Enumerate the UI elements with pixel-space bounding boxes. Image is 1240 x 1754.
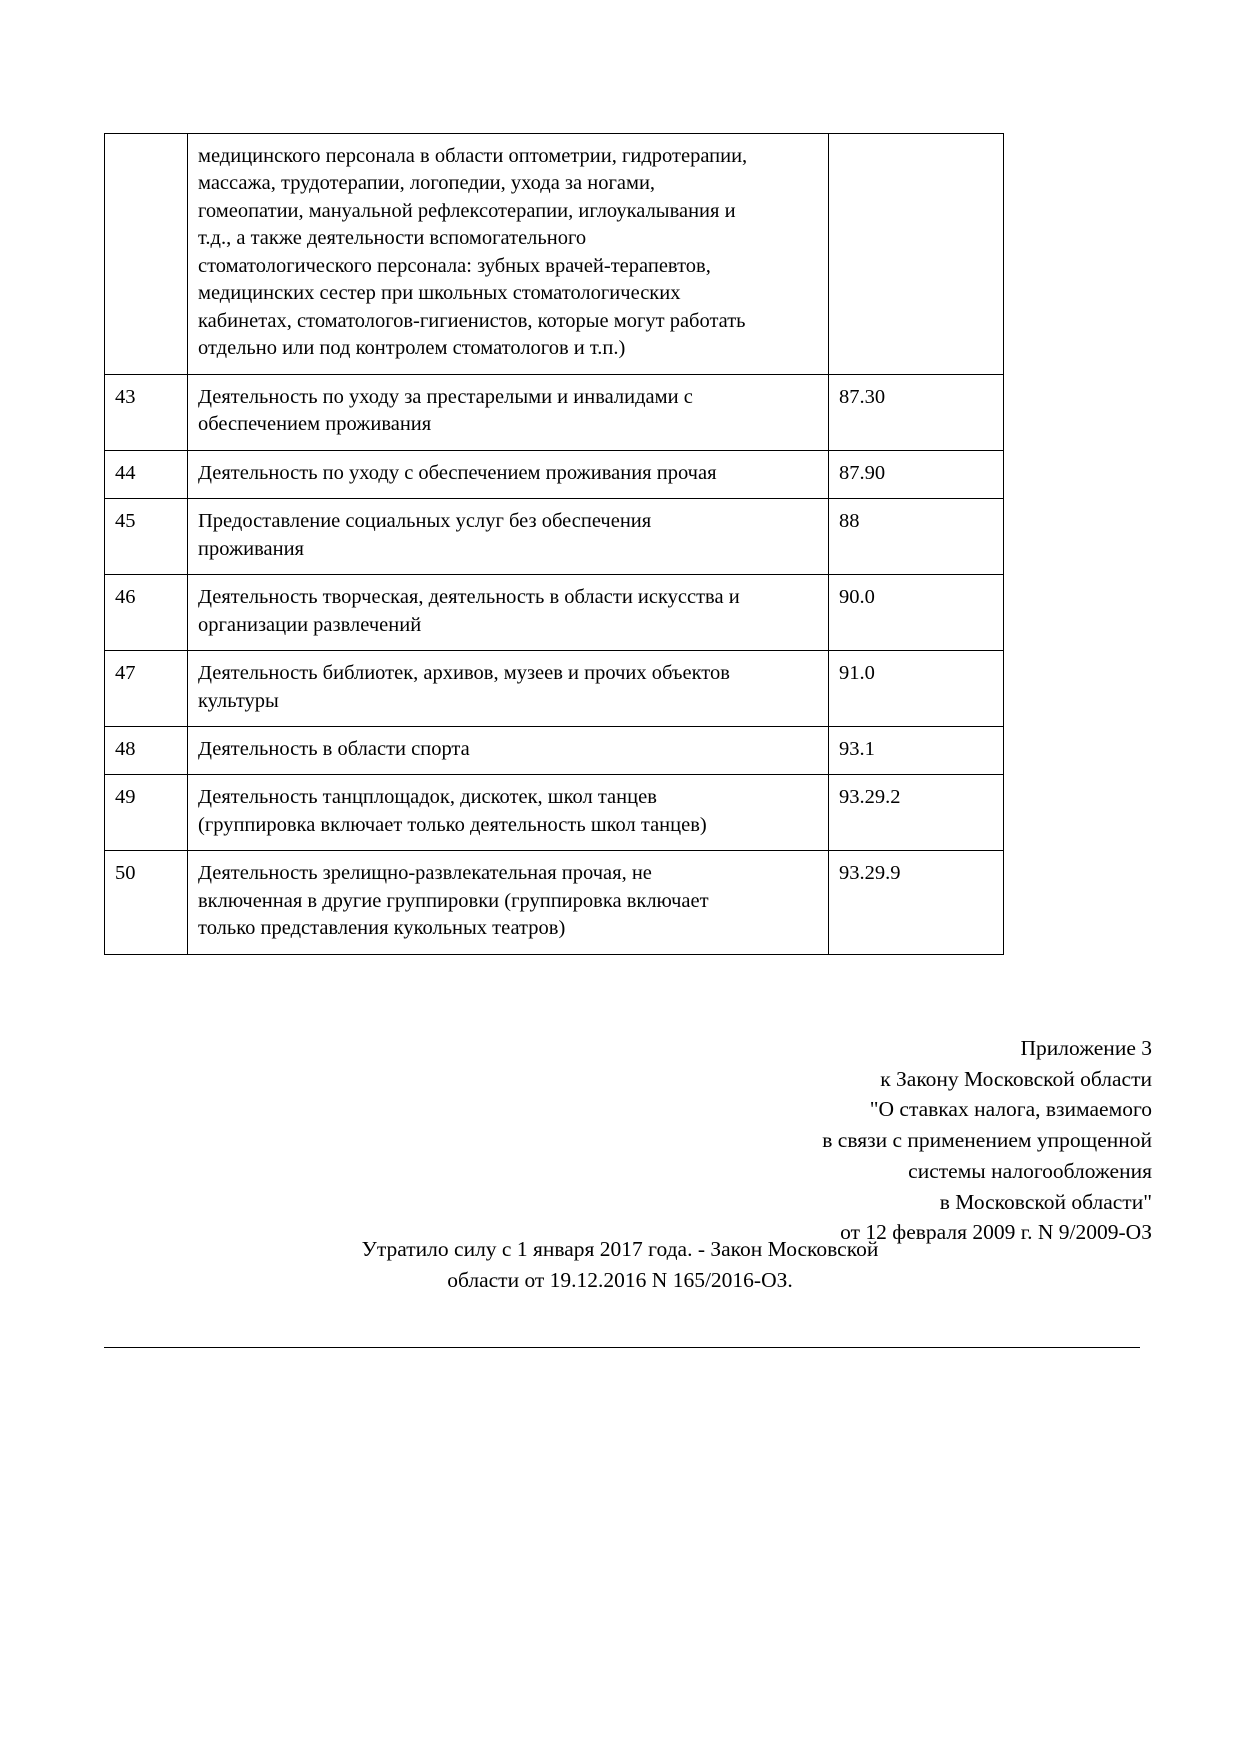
name-line: обеспечением проживания (198, 413, 432, 436)
row-code-cell: 87.90 (829, 450, 1004, 498)
name-line: (группировка включает только деятельность школ танцев) (198, 813, 707, 836)
name-line: Деятельность по уходу с обеспечением проживания прочая (198, 461, 717, 484)
appendix-line: к Закону Московской области (880, 1066, 1152, 1091)
repeal-note-line: Утратило силу с 1 января 2017 года. - Закон Московской (361, 1237, 879, 1261)
table-row (105, 374, 1004, 450)
row-code-cell: 90.0 (829, 575, 1004, 651)
row-code-cell: 93.1 (829, 726, 1004, 774)
name-line: Деятельность зрелищно-развлекательная прочая, не (198, 862, 652, 885)
appendix-line: в Московской области" (939, 1189, 1152, 1214)
name-line: т.д., а также деятельности вспомогательного (198, 227, 587, 250)
name-line: организации развлечений (198, 613, 422, 636)
row-name-cell (188, 374, 829, 450)
name-line: Деятельность по уходу за престарелыми и инвалидами с (198, 385, 693, 408)
page-bottom-divider (104, 1347, 1140, 1348)
row-number-cell: 47 (105, 651, 188, 727)
activity-codes-table (104, 133, 1004, 955)
table-body (105, 134, 1004, 955)
name-line: гомеопатии, мануальной рефлексотерапии, иглоукалывания и (198, 199, 736, 222)
name-line: Предоставление социальных услуг без обеспечения (198, 510, 652, 533)
activity-codes-table-wrapper (104, 133, 940, 955)
repeal-note-line: области от 19.12.2016 N 165/2016-ОЗ. (447, 1268, 793, 1293)
row-name-cell (188, 726, 829, 774)
row-code-cell: 93.29.9 (829, 851, 1004, 954)
row-number-cell: 43 (105, 374, 188, 450)
name-line: Деятельность танцплощадок, дискотек, школ танцев (198, 786, 657, 809)
appendix-line: системы налогообложения (908, 1158, 1152, 1183)
name-line: культуры (198, 689, 279, 712)
row-code-cell: 91.0 (829, 651, 1004, 727)
appendix-reference-block (822, 1033, 1152, 1248)
row-name-cell (188, 450, 829, 498)
row-name-cell (188, 575, 829, 651)
table-row (105, 450, 1004, 498)
row-number-cell: 48 (105, 726, 188, 774)
name-line: только представления кукольных театров) (198, 917, 566, 940)
row-name-cell (188, 651, 829, 727)
row-number-cell (105, 134, 188, 375)
row-number-cell: 49 (105, 775, 188, 851)
row-name-cell (188, 775, 829, 851)
row-name-cell (188, 134, 829, 375)
name-line: Деятельность в области спорта (198, 737, 470, 760)
repeal-note (0, 1234, 1240, 1296)
name-line: массажа, трудотерапии, логопедии, ухода за ногами, (198, 172, 656, 195)
name-line: проживания (198, 537, 304, 560)
name-line: медицинского персонала в области оптометрии, гидротерапии, (198, 145, 748, 167)
appendix-line: в связи с применением упрощенной (822, 1128, 1152, 1153)
table-row (105, 134, 1004, 375)
name-line: медицинских сестер при школьных стоматологических (198, 282, 681, 305)
table-row (105, 726, 1004, 774)
row-number-cell: 50 (105, 851, 188, 954)
table-row (105, 775, 1004, 851)
name-line: кабинетах, стоматологов-гигиенистов, которые могут работать (198, 309, 746, 332)
row-code-cell: 87.30 (829, 374, 1004, 450)
table-row (105, 575, 1004, 651)
name-line: отдельно или под контролем стоматологов и т.п.) (198, 337, 626, 360)
name-line: стоматологического персонала: зубных врачей-терапевтов, (198, 254, 711, 277)
row-code-cell: 93.29.2 (829, 775, 1004, 851)
table-row (105, 499, 1004, 575)
row-name-cell (188, 851, 829, 954)
appendix-line: "О ставках налога, взимаемого (869, 1097, 1152, 1122)
table-row (105, 851, 1004, 954)
name-line: Деятельность творческая, деятельность в области искусства и (198, 586, 740, 609)
row-number-cell: 46 (105, 575, 188, 651)
appendix-line: от 12 февраля 2009 г. N 9/2009-ОЗ (840, 1220, 1152, 1245)
row-code-cell: 88 (829, 499, 1004, 575)
appendix-line: Приложение 3 (1020, 1036, 1152, 1060)
row-name-cell (188, 499, 829, 575)
name-line: включенная в другие группировки (группировка включает (198, 889, 709, 912)
table-row (105, 651, 1004, 727)
row-number-cell: 45 (105, 499, 188, 575)
name-line: Деятельность библиотек, архивов, музеев и прочих объектов (198, 662, 730, 685)
row-number-cell: 44 (105, 450, 188, 498)
row-code-cell (829, 134, 1004, 375)
